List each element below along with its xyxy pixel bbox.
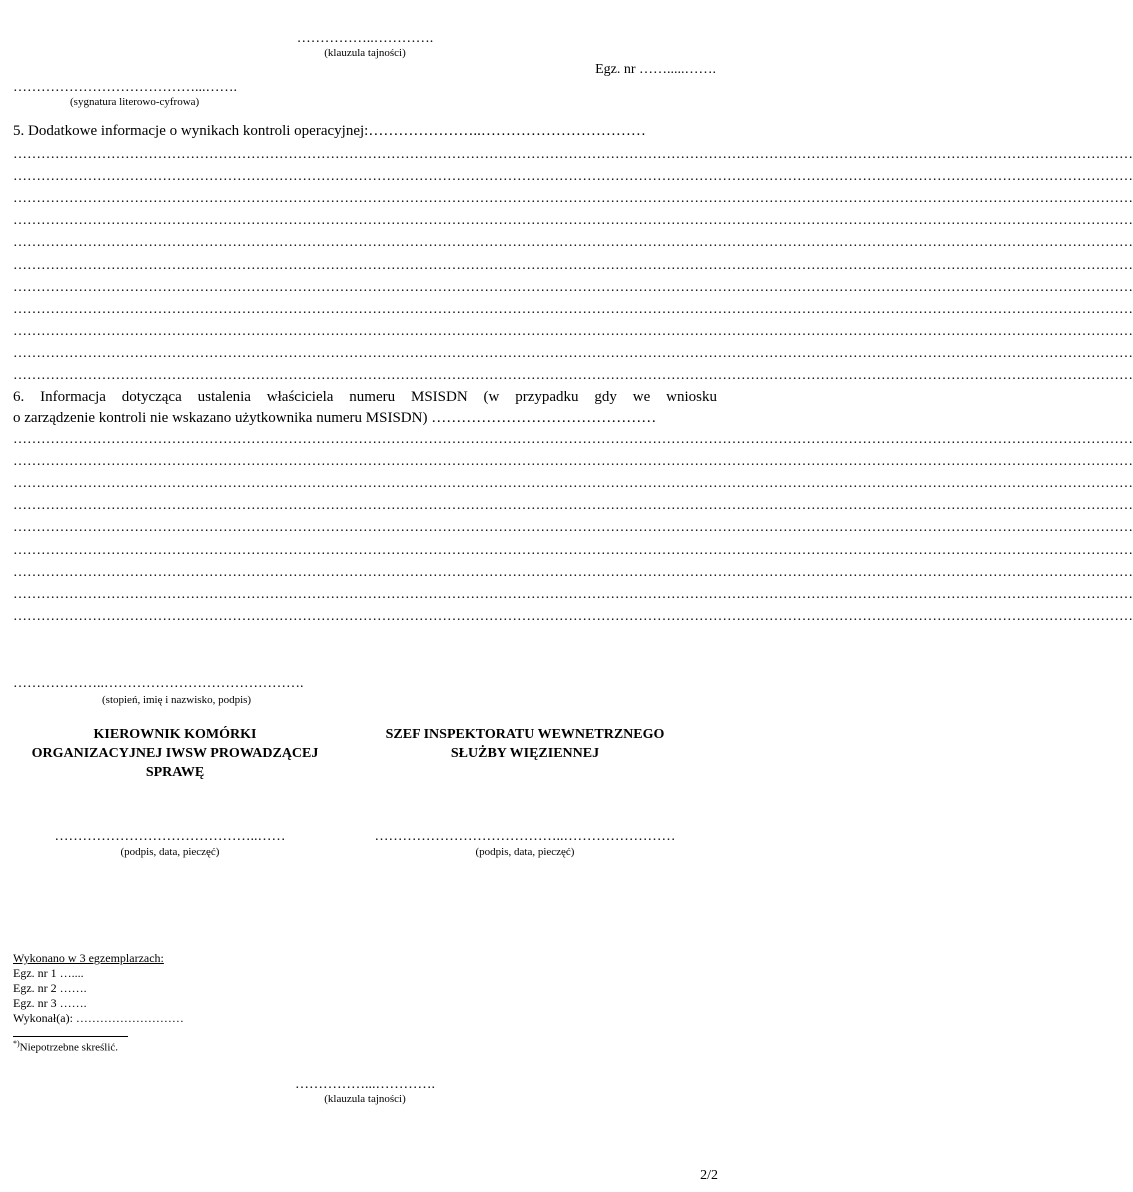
officer-signature-label: (stopień, imię i nazwisko, podpis) <box>102 694 252 706</box>
copies-info <box>13 951 184 1026</box>
section-6-heading-text: o zarządzenie kontroli nie wskazano użytkownika numeru MSISDN) <box>13 410 428 426</box>
dotted-fill-line: …………………………………………………………………………………………………………………………………………………………………………………………………………………… <box>13 586 1133 602</box>
footnote-text: Niepotrzebne skreślić. <box>19 1041 119 1054</box>
right-signature-dots: …………………………………..…………………… <box>374 829 676 844</box>
case-signature-dots: …………………………………...……. <box>13 80 237 95</box>
dotted-fill-line: …………………………………………………………………………………………………………………………………………………………………………………………………………………… <box>13 476 1133 492</box>
copy-number: Egz. nr …….....……. <box>595 62 716 77</box>
dotted-fill-line: …………………………………………………………………………………………………………………………………………………………………………………………………………………… <box>13 147 1133 162</box>
dotted-fill-line: …………………………………………………………………………………………………………………………………………………………………………………………………………………… <box>13 432 1133 447</box>
dotted-fill-line: …………………………………………………………………………………………………………………………………………………………………………………………………………………… <box>13 498 1133 514</box>
dotted-fill-line: …………………………………………………………………………………………………………………………………………………………………………………………………………………… <box>13 301 1133 317</box>
dotted-fill-line: …………………………………………………………………………………………………………………………………………………………………………………………………………………… <box>13 345 1133 361</box>
left-title-line2: ORGANIZACYJNEJ IWSW PROWADZĄCEJ <box>31 746 319 761</box>
copy-2: Egz. nr 2 ……. <box>13 981 87 995</box>
footnote <box>13 1039 118 1054</box>
section-5-heading <box>13 123 646 140</box>
section-6-heading-line1: 6. Informacja dotycząca ustalenia właściciela numeru MSISDN (w przypadku gdy we wniosku <box>13 389 717 405</box>
executed-by: Wykonał(a): ……………………… <box>13 1011 184 1025</box>
copy-3: Egz. nr 3 ……. <box>13 996 87 1010</box>
page-number: 2/2 <box>700 1168 718 1183</box>
right-signatory-title <box>355 725 695 763</box>
dotted-fill-line: …………………………………………………………………………………………………………………………………………………………………………………………………………………… <box>13 191 1133 207</box>
dotted-fill-line: …………………………………………………………………………………………………………………………………………………………………………………………………………………… <box>13 608 1133 624</box>
section-6-heading-line2 <box>13 410 656 427</box>
left-signature-dots: ……………………………………..…… <box>54 829 286 844</box>
footnote-mark: *) <box>13 1039 20 1048</box>
dotted-fill-line: …………………………………………………………………………………………………………………………………………………………………………………………………………………… <box>13 542 1133 558</box>
left-signatory-title <box>10 725 340 782</box>
officer-signature-dots: ………………..……………………………………. <box>13 676 304 691</box>
left-title-line3: SPRAWĘ <box>145 765 205 780</box>
dotted-fill-line: …………………………………………………………………………………………………………………………………………………………………………………………………………………… <box>13 454 1133 470</box>
copy-1: Egz. nr 1 ….... <box>13 966 84 980</box>
dotted-fill-line: …………………………………………………………………………………………………………………………………………………………………………………………………………………… <box>13 564 1133 580</box>
section-6-heading-dots: ……………………………………… <box>431 410 657 426</box>
left-signature-label: (podpis, data, pieczęć) <box>120 846 220 858</box>
dotted-fill-line: …………………………………………………………………………………………………………………………………………………………………………………………………………………… <box>13 169 1133 185</box>
copies-made-heading: Wykonano w 3 egzemplarzach: <box>13 951 164 965</box>
case-signature-label: (sygnatura literowo-cyfrowa) <box>70 96 200 108</box>
bottom-clause-label: (klauzula tajności) <box>324 1093 406 1105</box>
dotted-fill-line: …………………………………………………………………………………………………………………………………………………………………………………………………………………… <box>13 235 1133 251</box>
right-title-line1: SZEF INSPEKTORATU WEWNETRZNEGO <box>385 727 665 742</box>
dotted-fill-line: …………………………………………………………………………………………………………………………………………………………………………………………………………………… <box>13 323 1133 339</box>
dotted-fill-line: …………………………………………………………………………………………………………………………………………………………………………………………………………………… <box>13 213 1133 229</box>
section-5-heading-text: 5. Dodatkowe informacje o wynikach kontroli operacyjnej: <box>13 123 369 139</box>
top-clause-label: (klauzula tajności) <box>324 47 406 59</box>
section-5-heading-dots: …………………..…………………………… <box>368 123 646 139</box>
dotted-fill-line: …………………………………………………………………………………………………………………………………………………………………………………………………………………… <box>13 257 1133 273</box>
bottom-clause-dots: ……………...…………. <box>295 1077 435 1092</box>
left-title-line1: KIEROWNIK KOMÓRKI <box>93 727 257 742</box>
right-title-line2: SŁUŻBY WIĘZIENNEJ <box>450 746 600 761</box>
top-clause-dots: ……………..…………. <box>296 31 434 46</box>
dotted-fill-line: …………………………………………………………………………………………………………………………………………………………………………………………………………………… <box>13 520 1133 536</box>
footnote-divider <box>13 1036 128 1037</box>
right-signature-label: (podpis, data, pieczęć) <box>475 846 575 858</box>
dotted-fill-line: …………………………………………………………………………………………………………………………………………………………………………………………………………………… <box>13 368 1133 383</box>
dotted-fill-line: …………………………………………………………………………………………………………………………………………………………………………………………………………………… <box>13 279 1133 295</box>
